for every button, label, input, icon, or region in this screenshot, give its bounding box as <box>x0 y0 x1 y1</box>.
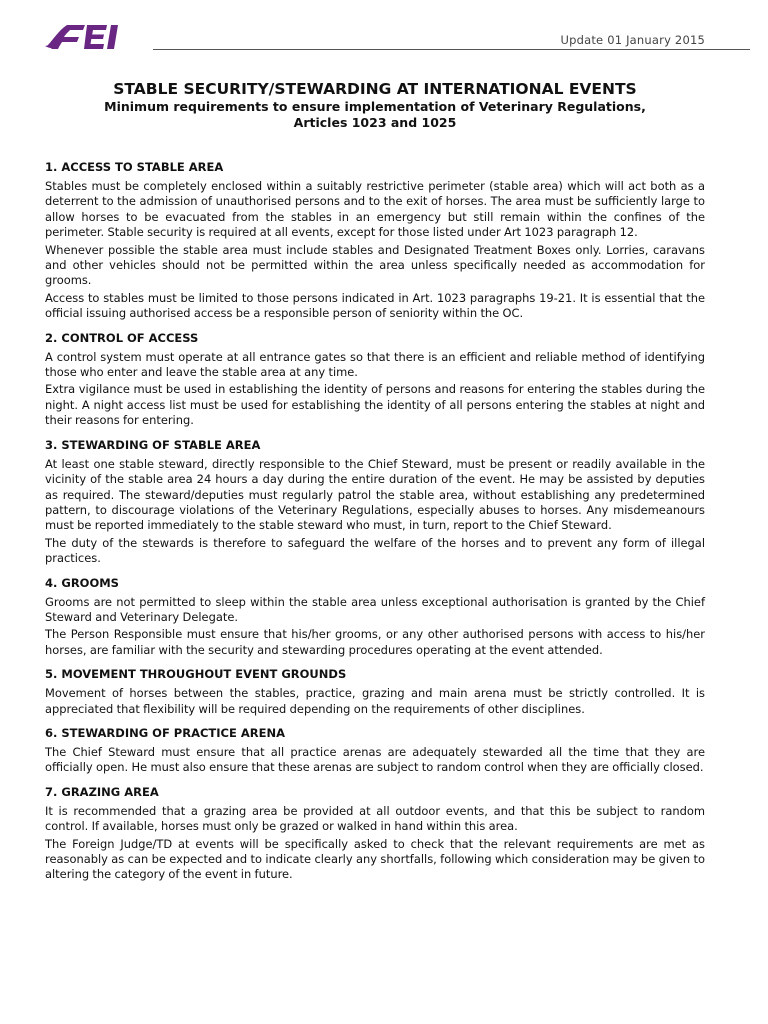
section-grazing-area <box>45 785 705 883</box>
paragraph: A control system must operate at all entrance gates so that there is an efficient and reliable method of identifying those who enter and leave the stable area at any time. <box>45 349 705 380</box>
title-block <box>45 80 705 130</box>
paragraph: Extra vigilance must be used in establishing the identity of persons and reasons for entering the stables during the night. A night access list must be used for establishing the identity of all persons entering the stables at night and their reasons for entering. <box>45 382 705 428</box>
section-heading: 1. ACCESS TO STABLE AREA <box>45 160 224 174</box>
page-header <box>45 22 705 54</box>
paragraph: The Person Responsible must ensure that his/her grooms, or any other authorised persons with access to his/her horses, are familiar with the security and stewarding procedures operating at the event attended. <box>45 627 705 657</box>
paragraph: The Foreign Judge/TD at events will be specifically asked to check that the relevant requirements are met as reasonably as can be expected and to indicate clearly any shortfalls, following which consideration may be given to altering the category of the event in future. <box>45 836 705 882</box>
paragraph: Whenever possible the stable area must include stables and Designated Treatment Boxes only. Lorries, caravans and other vehicles should not be permitted within the area unless specifically needed as accommodation for grooms. <box>45 242 705 288</box>
paragraph: The duty of the stewards is therefore to safeguard the welfare of the horses and to prevent any form of illegal practices. <box>45 535 705 566</box>
section-heading: 4. GROOMS <box>45 575 119 590</box>
section-access-to-stable-area <box>45 160 705 322</box>
section-heading: 5. MOVEMENT THROUGHOUT EVENT GROUNDS <box>45 667 347 682</box>
paragraph: It is recommended that a grazing area be provided at all outdoor events, and that this be subject to random control. If available, horses must only be grazed or walked in hand within this area. <box>45 803 705 834</box>
page-title: STABLE SECURITY/STEWARDING AT INTERNATIONAL EVENTS <box>113 80 637 98</box>
paragraph: Access to stables must be limited to those persons indicated in Art. 1023 paragraphs 19-21. It is essential that the official issuing authorised access be a responsible person of seniority within the OC. <box>45 290 705 321</box>
section-stewarding-of-stable-area <box>45 438 705 567</box>
document-body <box>45 160 705 892</box>
section-heading: 6. STEWARDING OF PRACTICE ARENA <box>45 725 285 740</box>
update-date: Update 01 January 2015 <box>560 33 705 47</box>
paragraph: Grooms are not permitted to sleep within the stable area unless exceptional authorisation is granted by the Chief Steward and Veterinary Delegate. <box>45 594 705 624</box>
page-subtitle-line-1: Minimum requirements to ensure implementation of Veterinary Regulations, <box>104 99 646 114</box>
section-heading: 2. CONTROL OF ACCESS <box>45 330 199 345</box>
section-stewarding-of-practice-arena <box>45 726 705 776</box>
section-movement-throughout-event-grounds <box>45 667 705 717</box>
section-heading: 7. GRAZING AREA <box>45 784 159 799</box>
section-grooms <box>45 576 705 659</box>
section-control-of-access <box>45 331 705 429</box>
paragraph: Stables must be completely enclosed within a suitably restrictive perimeter (stable area) which will act both as a deterrent to the admission of unauthorised persons and to the exit of horses. The area must be sufficiently large to allow horses to be evacuated from the stables in an emergency but still remain within the confines of the perimeter. Stable security is required at all events, except for those listed under Art 1023 paragraph 12. <box>45 179 705 240</box>
fei-logo <box>45 22 131 50</box>
section-heading: 3. STEWARDING OF STABLE AREA <box>45 437 261 452</box>
header-rule <box>153 49 750 50</box>
paragraph: The Chief Steward must ensure that all practice arenas are adequately stewarded all the time that they are officially open. He must also ensure that these arenas are subject to random control when they are officially closed. <box>45 744 705 775</box>
paragraph: Movement of horses between the stables, practice, grazing and main arena must be strictly controlled. It is appreciated that flexibility will be required depending on the requirements of other disciplines. <box>45 686 705 716</box>
page-subtitle-line-2: Articles 1023 and 1025 <box>293 115 457 130</box>
paragraph: At least one stable steward, directly responsible to the Chief Steward, must be present or readily available in the vicinity of the stable area 24 hours a day during the entire duration of the event. He may be assisted by deputies as required. The steward/deputies must regularly patrol the stable area, without establishing any predetermined pattern, to discourage violations of the Veterinary Regulations, especially abuses to horses. Any misdemeanours must be reported immediately to the stable steward who must, in turn, report to the Chief Steward. <box>45 456 705 533</box>
